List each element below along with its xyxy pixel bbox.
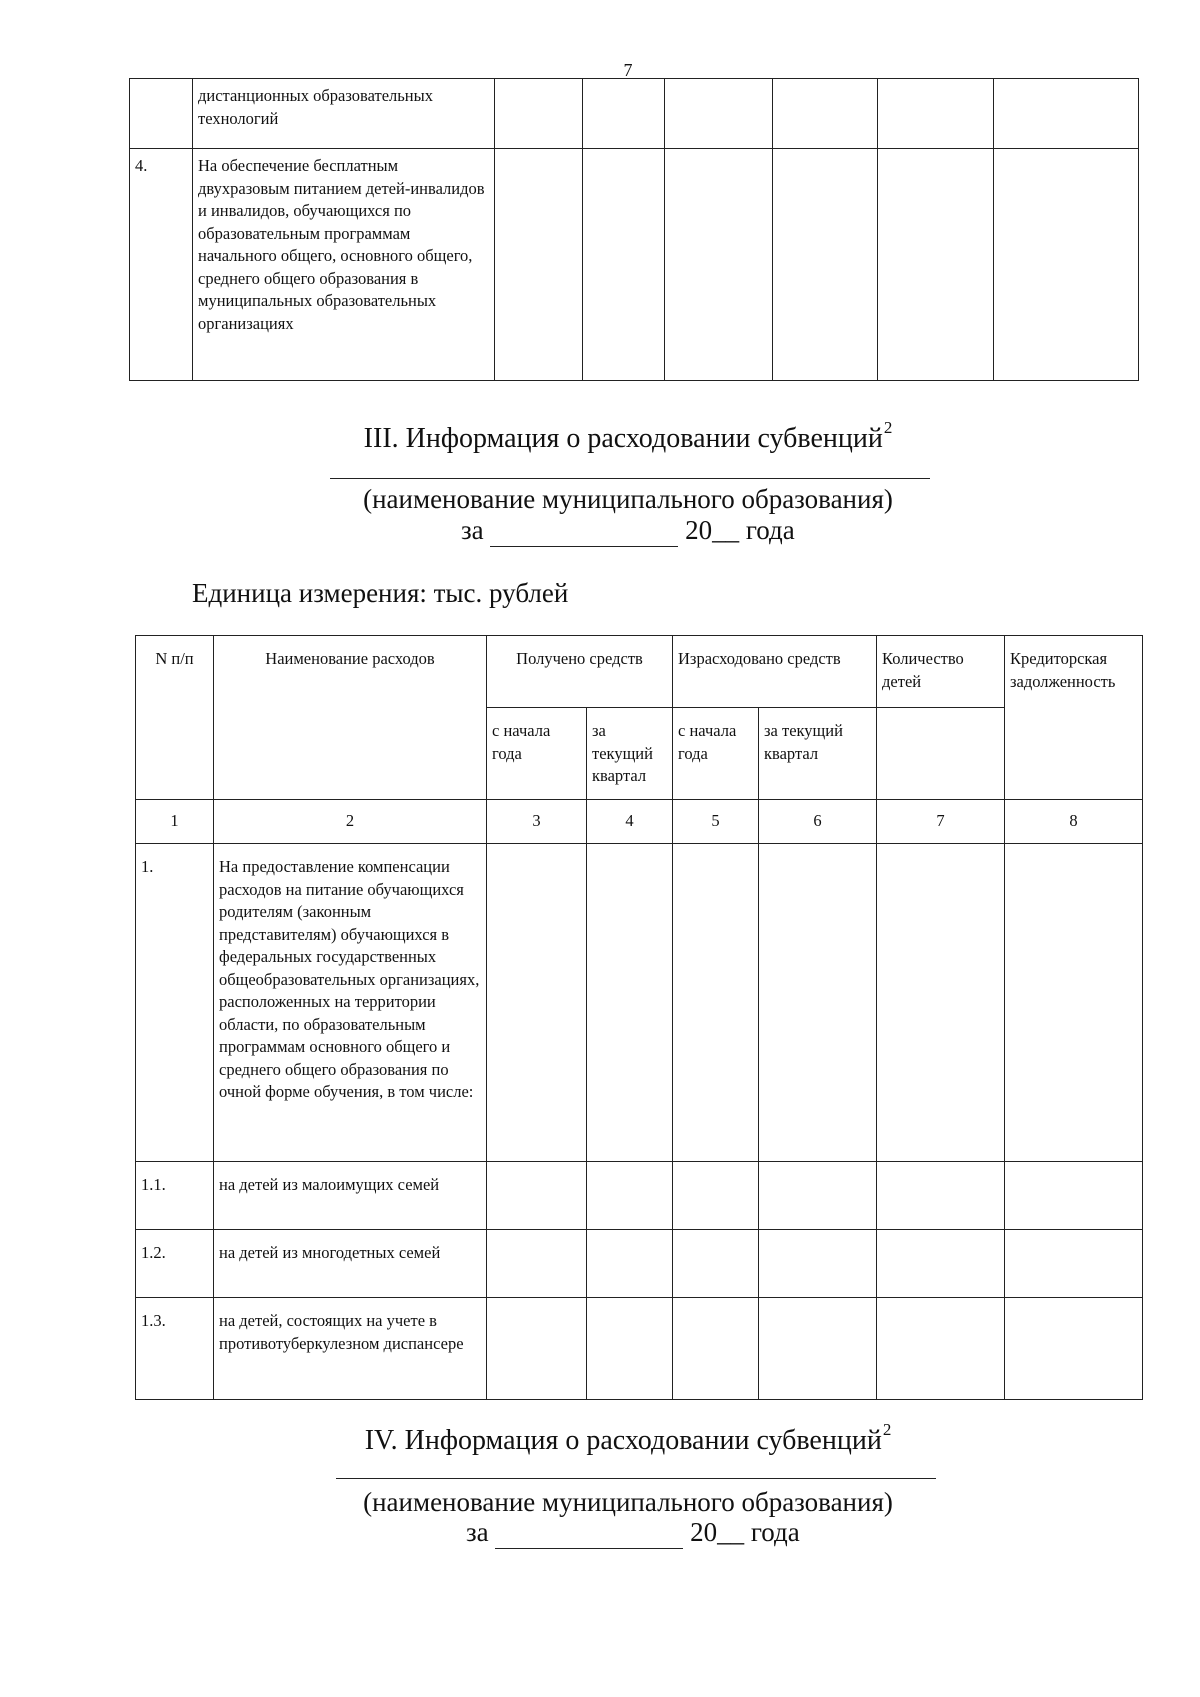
table-row bbox=[136, 844, 1143, 1162]
header-spent-ytd: с начала года bbox=[673, 708, 759, 800]
table-cell bbox=[773, 149, 878, 381]
header-row bbox=[136, 636, 1143, 708]
year-blank: __ bbox=[717, 1517, 745, 1547]
column-number: 7 bbox=[877, 800, 1005, 844]
table-cell bbox=[583, 149, 665, 381]
table-cell bbox=[673, 1298, 759, 1400]
section-4-title bbox=[0, 1420, 1200, 1457]
municipality-name-line bbox=[330, 478, 930, 479]
header-spent-quarter: за текущий квартал bbox=[759, 708, 877, 800]
column-number: 2 bbox=[214, 800, 487, 844]
section-3-title-text: III. Информация о расходовании субвенций bbox=[363, 423, 883, 454]
table-cell bbox=[495, 79, 583, 149]
table-cell bbox=[673, 844, 759, 1162]
section-4-period bbox=[466, 1517, 800, 1549]
year-blank: __ bbox=[712, 515, 740, 545]
expenditure-table bbox=[135, 635, 1143, 1400]
table-cell bbox=[1005, 1162, 1143, 1230]
table-cell bbox=[587, 844, 673, 1162]
table-cell bbox=[665, 79, 773, 149]
row-name: На обеспечение бесплатным двухразовым питанием детей-инвалидов и инвалидов, обучающихся по образовательным программам начального общего, основного общего, среднего общего образования в муниципальных образовательных организациях bbox=[193, 149, 495, 381]
year-prefix: 20 bbox=[685, 515, 713, 545]
year-suffix: года bbox=[750, 1517, 800, 1547]
table-cell bbox=[587, 1298, 673, 1400]
row-number: 1.1. bbox=[136, 1162, 214, 1230]
table-row bbox=[130, 79, 1139, 149]
table-cell bbox=[759, 1298, 877, 1400]
column-number: 5 bbox=[673, 800, 759, 844]
row-number: 4. bbox=[130, 149, 193, 381]
footnote-mark: 2 bbox=[883, 418, 893, 437]
table-cell bbox=[1005, 844, 1143, 1162]
table-cell bbox=[665, 149, 773, 381]
table-cell bbox=[587, 1230, 673, 1298]
table-cell bbox=[759, 1230, 877, 1298]
unit-label: Единица измерения: тыс. рублей bbox=[192, 578, 569, 608]
header-children: Количество детей bbox=[877, 636, 1005, 708]
table-cell bbox=[1005, 1298, 1143, 1400]
header-spent: Израсходовано средств bbox=[673, 636, 877, 708]
table-cell bbox=[877, 708, 1005, 800]
table-row bbox=[130, 149, 1139, 381]
table-cell bbox=[487, 1298, 587, 1400]
table-cell bbox=[583, 79, 665, 149]
row-number: 1. bbox=[136, 844, 214, 1162]
column-number: 3 bbox=[487, 800, 587, 844]
row-name: на детей из многодетных семей bbox=[214, 1230, 487, 1298]
row-name: На предоставление компенсации расходов на питание обучающихся родителям (законным представителям) обучающихся в федеральных государственных общеобразовательных организациях, расположенных на территории области, по образовательным программам основного общего и среднего общего образования по очной форме обучения, в том числе: bbox=[214, 844, 487, 1162]
period-blank bbox=[490, 515, 678, 547]
header-num: N п/п bbox=[136, 636, 214, 800]
table-row bbox=[136, 1230, 1143, 1298]
za-label: за bbox=[466, 1517, 489, 1547]
table-cell bbox=[673, 1230, 759, 1298]
footnote-mark: 2 bbox=[882, 1420, 892, 1439]
section-3-period bbox=[461, 515, 795, 547]
row-number bbox=[130, 79, 193, 149]
table-cell bbox=[877, 1298, 1005, 1400]
za-label: за bbox=[461, 515, 484, 545]
column-number: 4 bbox=[587, 800, 673, 844]
table-cell bbox=[587, 1162, 673, 1230]
row-number: 1.3. bbox=[136, 1298, 214, 1400]
table-cell bbox=[1005, 1230, 1143, 1298]
header-debt: Кредиторская задолженность bbox=[1005, 636, 1143, 800]
year-prefix: 20 bbox=[690, 1517, 718, 1547]
table-cell bbox=[673, 1162, 759, 1230]
table-cell bbox=[877, 1230, 1005, 1298]
table-cell bbox=[495, 149, 583, 381]
table-cell bbox=[487, 1162, 587, 1230]
column-number: 8 bbox=[1005, 800, 1143, 844]
table-cell bbox=[759, 844, 877, 1162]
table-row bbox=[136, 1162, 1143, 1230]
table-cell bbox=[877, 1162, 1005, 1230]
table-cell bbox=[773, 79, 878, 149]
section-4-caption: (наименование муниципального образования) bbox=[363, 1487, 893, 1517]
municipality-name-line bbox=[336, 1478, 936, 1479]
table-cell bbox=[994, 149, 1139, 381]
column-number-row bbox=[136, 800, 1143, 844]
section-4-title-text: IV. Информация о расходовании субвенций bbox=[364, 1425, 882, 1456]
table-cell bbox=[994, 79, 1139, 149]
section-3-title bbox=[0, 418, 1200, 455]
table-cell bbox=[877, 844, 1005, 1162]
row-name: на детей из малоимущих семей bbox=[214, 1162, 487, 1230]
table-cell bbox=[878, 149, 994, 381]
header-name: Наименование расходов bbox=[214, 636, 487, 800]
column-number: 6 bbox=[759, 800, 877, 844]
header-received-quarter: за текущий квартал bbox=[587, 708, 673, 800]
row-number: 1.2. bbox=[136, 1230, 214, 1298]
continuation-table bbox=[129, 78, 1139, 381]
row-name: на детей, состоящих на учете в противотуберкулезном диспансере bbox=[214, 1298, 487, 1400]
period-blank bbox=[495, 1517, 683, 1549]
table-row bbox=[136, 1298, 1143, 1400]
year-suffix: года bbox=[745, 515, 795, 545]
table-cell bbox=[878, 79, 994, 149]
header-received: Получено средств bbox=[487, 636, 673, 708]
table-cell bbox=[759, 1162, 877, 1230]
section-3-caption: (наименование муниципального образования) bbox=[363, 484, 893, 514]
header-received-ytd: с начала года bbox=[487, 708, 587, 800]
column-number: 1 bbox=[136, 800, 214, 844]
page-number: 7 bbox=[623, 60, 633, 80]
table-cell bbox=[487, 844, 587, 1162]
row-name: дистанционных образовательных технологий bbox=[193, 79, 495, 149]
table-cell bbox=[487, 1230, 587, 1298]
